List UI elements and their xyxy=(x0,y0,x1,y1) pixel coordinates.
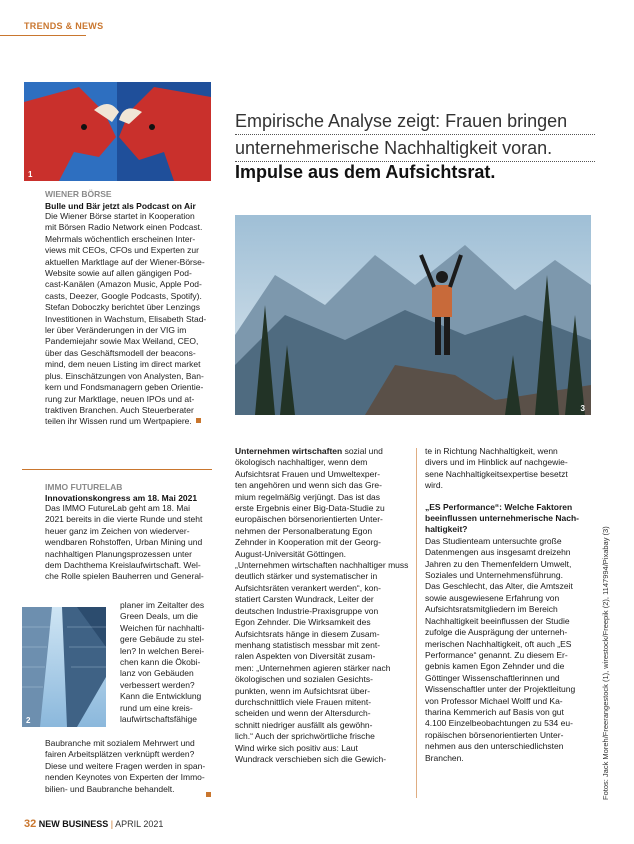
text-line: nehmen der Personalberatung Egon xyxy=(235,525,373,536)
article-body xyxy=(45,211,215,428)
footer-separator: | xyxy=(110,819,114,829)
text-line: zufolge die Ausprägung der unterneh- xyxy=(425,627,568,638)
text-line: Green Deals, um die xyxy=(120,611,198,622)
text-line: europäischen börsenorientierten Unter- xyxy=(235,514,383,525)
text-line: men: „Unternehmen agieren stärker nach xyxy=(235,662,391,673)
text-line: chen kann die Ökobi- xyxy=(120,657,201,668)
text-line: Performance“ genannt. Zu diesem Er- xyxy=(425,649,568,660)
text-line: rund um eine kreis- xyxy=(120,702,193,713)
text-line: aktuellen Marktlage auf der Wiener-Börse- xyxy=(45,256,205,267)
text-line: Das Geschlecht, das Alter, die Amtszeit xyxy=(425,581,573,592)
column-text xyxy=(425,536,593,764)
text-line: heuer ganz im Zeichen von wiederver- xyxy=(45,525,190,536)
main-headline xyxy=(235,108,595,162)
kicker: IMMO FUTURELAB xyxy=(45,482,123,492)
text-line: Wundrack verschieben sich die Gewich- xyxy=(235,753,387,764)
text-line: Soziales und Unternehmensführung. xyxy=(425,570,563,581)
text-line: Aufsichtsratsmitgliedern im Bereich xyxy=(425,604,558,615)
text-line: erste Ergebnis einer Big-Data-Studie zu xyxy=(235,503,385,514)
end-marker xyxy=(196,418,201,423)
mountain-illustration xyxy=(235,215,591,415)
text-line: menhang statistisch messbar mit zent- xyxy=(235,639,381,650)
text-line: mit Börsen Radio Network einen Podcast. xyxy=(45,222,203,233)
article-body-full xyxy=(45,503,215,583)
text-line: fairen Arbeitsplätzen verknüpft werden? xyxy=(45,749,195,760)
page-footer xyxy=(24,818,163,830)
text-line: sene Nachhaltigkeitsexpertise besetzt xyxy=(425,468,568,479)
text-line: Datenmengen aus insgesamt dreizehn xyxy=(425,547,571,558)
text-line: „ES Performance“: Welche Faktoren xyxy=(425,501,573,512)
text-line: über das Geschäftsmodell der beacons- xyxy=(45,347,196,358)
text-line: scheiden und wenn der Altersdurch- xyxy=(235,708,371,719)
text-line: planer im Zeitalter des xyxy=(120,600,205,610)
bull-bear-illustration xyxy=(24,82,211,181)
text-line: schnitt niedriger ausfällt als gewöhn- xyxy=(235,719,373,730)
text-line: len? In welchen Berei- xyxy=(120,645,205,656)
article-immo-futurelab xyxy=(45,482,215,583)
article-headline: Bulle und Bär jetzt als Podcast on Air xyxy=(45,201,196,211)
text-line: haltigkeit? xyxy=(425,524,468,535)
text-line: Egon Zehnder. Die Wirksamkeit des xyxy=(235,617,371,628)
section-rule xyxy=(0,35,86,36)
text-line: Stefan Doboczky berichtet über Lenzings xyxy=(45,302,200,313)
text-line: punkten, wenn im Aufsichtsrat über- xyxy=(235,685,371,696)
text-line: ropäischen börsenorientierten Unter- xyxy=(425,729,564,740)
article-wiener-boerse xyxy=(45,189,215,428)
text-line: mind, dem neuen Listing im direct market xyxy=(45,359,201,370)
text-line: mium regelmäßig verjüngt. Das ist das xyxy=(235,491,381,502)
text-line: laufwirtschaftsfähige xyxy=(120,714,198,725)
end-marker xyxy=(206,792,211,797)
text-line: ralen Aspekten von Diversität zusam- xyxy=(235,651,376,662)
text-line: traktiven Branchen. Auch Steuerberater xyxy=(45,404,194,415)
headline-line: unternehmerische Nachhaltigkeit voran. xyxy=(235,135,595,162)
text-line: Pandemiejahr sowie Max Weiland, CEO, xyxy=(45,336,199,347)
text-line: Aufsichtsräten verankert werden“, kon- xyxy=(235,582,381,593)
column-divider xyxy=(22,469,212,470)
text-line: Aufsichtsrats hänge in diesem Zusam- xyxy=(235,628,380,639)
body-column-1 xyxy=(235,446,407,765)
text-line: Kann die Entwicklung xyxy=(120,691,202,702)
text-line: te in Richtung Nachhaltigkeit, wenn xyxy=(425,446,558,456)
text-line: Aufsichtsrat Frauen und Umweltexper- xyxy=(235,468,381,479)
text-line: von Professor Michael Wolff und Ka- xyxy=(425,695,563,706)
body-column-2 xyxy=(425,446,593,764)
text-line: wendbaren Rohstoffen, Urban Mining und xyxy=(45,537,203,548)
text-line: ökologisch nachhaltiger, wenn dem xyxy=(235,457,368,468)
magazine-name: NEW BUSINESS xyxy=(38,819,109,829)
text-line: casts, Deezer, Google Podcasts, Spotify). xyxy=(45,290,202,301)
image-number: 2 xyxy=(26,716,31,725)
article-body-narrow xyxy=(120,600,215,725)
column-rule xyxy=(416,448,417,798)
column-text xyxy=(235,457,407,765)
text-line: tharina Kemmerich auf Basis von gut xyxy=(425,706,564,717)
kicker: WIENER BÖRSE xyxy=(45,189,112,199)
text-line: nenden Keynotes von Experten der Immo- xyxy=(45,772,205,783)
text-line: Wissenschaftler unter der Projektleitung xyxy=(425,684,576,695)
article-body-end xyxy=(45,738,215,795)
text-line: deutlich stärker und systematischer in xyxy=(235,571,378,582)
text-line: che Rolle spielen Bauherren und General- xyxy=(45,571,204,582)
text-line: Göttinger Wissenschaftlerinnen und xyxy=(425,672,560,683)
text-line: Zehnder in Kooperation mit der Georg- xyxy=(235,537,381,548)
text-line: „Unternehmen wirtschaften nachhaltiger muss xyxy=(235,560,409,571)
text-line: Wind wirke sich positiv aus: Laut xyxy=(235,742,358,753)
subheadline: Impulse aus dem Aufsichtsrat. xyxy=(235,162,496,182)
bull-bear-image xyxy=(24,82,211,181)
text-line: verbessert werden? xyxy=(120,679,195,690)
text-line: 4.100 Einzelbeobachtungen zu 534 eu- xyxy=(425,718,573,729)
text-line: statiert Carsten Wundrack, Leiter der xyxy=(235,594,374,605)
text-line: Investitionen in Wachstum, Elisabeth Stad- xyxy=(45,313,207,324)
text-line: Diese und weitere Fragen werden in span- xyxy=(45,760,206,771)
text-line: cast-Kanälen (Amazon Music, Apple Pod- xyxy=(45,279,202,290)
headline-line: Empirische Analyse zeigt: Frauen bringen xyxy=(235,108,595,135)
skyscraper-image xyxy=(22,607,106,727)
photo-credit xyxy=(601,510,613,800)
text-line: ökologischen und sozialen Gesichts- xyxy=(235,674,373,685)
image-number: 1 xyxy=(28,170,33,179)
text-line: sowie ausgewiesene Erfahrung von xyxy=(425,592,560,603)
text-line: merischen Nachhaltigkeit, oft auch „ES xyxy=(425,638,572,649)
page-number: 32 xyxy=(24,818,37,830)
text-line: teilen ihr Wissen rund um Wertpapiere. xyxy=(45,416,215,427)
mountain-image xyxy=(235,215,591,415)
text-line: Das IMMO FutureLab geht am 18. Mai xyxy=(45,503,191,513)
text-line: gebnis kamen Egon Zehnder und die xyxy=(425,661,565,672)
skyscraper-illustration xyxy=(22,607,106,727)
text-line: gere Gebäude zu stel- xyxy=(120,634,205,645)
text-line: Mehrmals wöchentlich erscheinen Inter- xyxy=(45,233,196,244)
text-line: ten angehören und wenn sich das Gre- xyxy=(235,480,382,491)
issue-date: APRIL 2021 xyxy=(115,819,164,829)
text-line: Branchen. xyxy=(425,752,464,763)
text-line: kern und Fondsmanagern geben Orientie- xyxy=(45,382,204,393)
section-tag: TRENDS & NEWS xyxy=(24,21,104,31)
text-line: rung zur Marktlage, neuen IPOs und at- xyxy=(45,393,195,404)
text-line: Baubranche mit sozialem Mehrwert und xyxy=(45,738,195,748)
text-line: Weichen für nachhalti- xyxy=(120,622,205,633)
text-line: nachhaltigen Planungsprozessen unter xyxy=(45,548,192,559)
text-line: nehmen aus den unterschiedlichsten xyxy=(425,741,564,752)
text-line: beeinflussen unternehmerische Nach- xyxy=(425,513,579,524)
text-line: Jahren zu den Themenfeldern Umwelt, xyxy=(425,558,572,569)
text-line: Das Studienteam untersuchte große xyxy=(425,535,562,546)
text-line: lich.“ Auch der sprichwörtliche frische xyxy=(235,731,375,742)
text-line: divers und im Hinblick auf nachgewie- xyxy=(425,457,568,468)
credit-text: Fotos: Jack Moreh/Freerangestock (1), wirestock/Freepik (2), 1147994/Pixabay (3) xyxy=(601,526,610,800)
text-line: wird. xyxy=(425,480,443,491)
text-line: plus. Einschätzungen von Analysten, Ban- xyxy=(45,370,204,381)
text-line: dem Dachthema Kreislaufwirtschaft. Wel- xyxy=(45,560,201,571)
text-line: lanz von Gebäuden xyxy=(120,668,194,679)
text-line: ler über Veränderungen in der VIG im xyxy=(45,325,187,336)
subsection-heading xyxy=(425,502,593,536)
text-line: Die Wiener Börse startet in Kooperation xyxy=(45,211,195,221)
text-line: bilien- und Baubranche behandelt. xyxy=(45,783,175,794)
text-line: Website sowie auf allen gängigen Pod- xyxy=(45,268,192,279)
image-number: 3 xyxy=(580,404,585,413)
text-line: deutschen Industrie-Praxisgruppe von xyxy=(235,605,379,616)
text-line: 2021 bereits in die vierte Runde und steht xyxy=(45,514,203,525)
lead-in: Unternehmen wirtschaften xyxy=(235,446,343,456)
text-line: August-Universität Göttingen. xyxy=(235,548,347,559)
text-line: durchschnittlich viele Frauen mitent- xyxy=(235,696,372,707)
article-headline: Innovationskongress am 18. Mai 2021 xyxy=(45,493,198,503)
text-line: views mit CEOs, CFOs und Experten zur xyxy=(45,245,199,256)
column-text xyxy=(425,446,593,492)
lead-rest: sozial und xyxy=(342,446,383,456)
text-line: Nachhaltigkeit beeinflussen der Studie xyxy=(425,615,570,626)
